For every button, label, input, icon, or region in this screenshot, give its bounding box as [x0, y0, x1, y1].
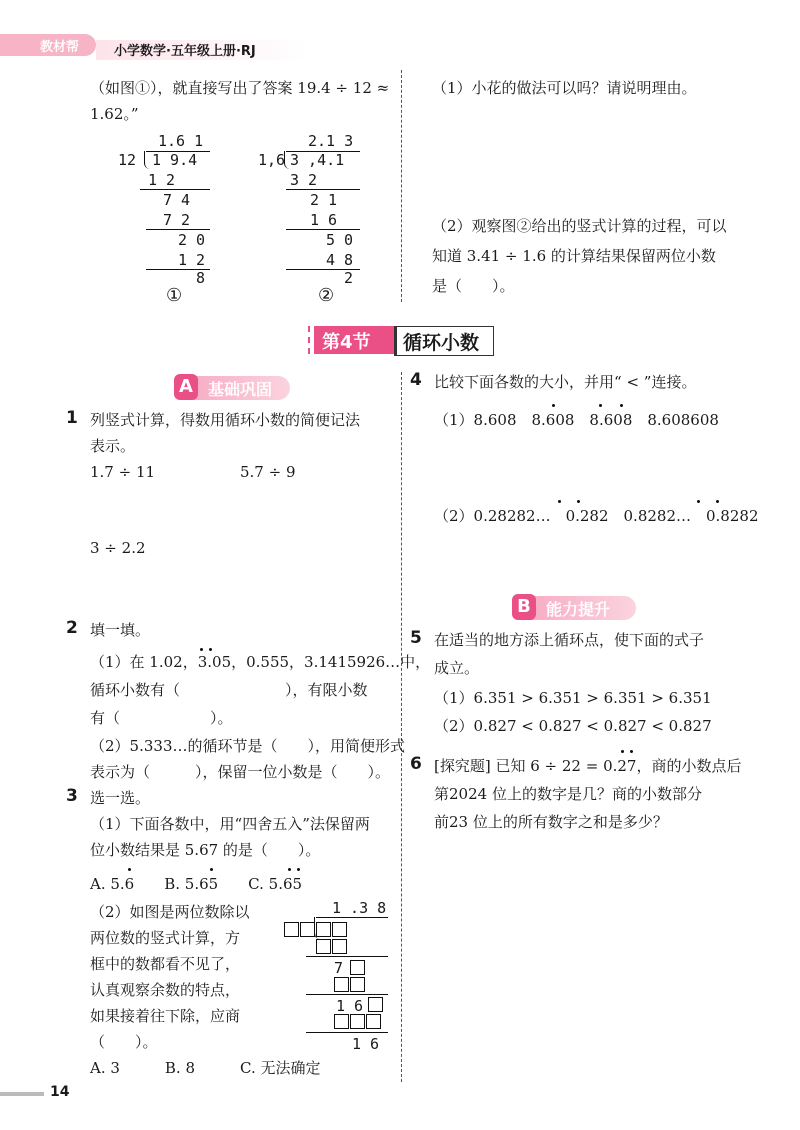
hidden-digit-box: [332, 922, 347, 937]
top-left-line1: （如图①），就直接写出了答案 19.4 ÷ 12 ≈: [90, 79, 390, 97]
q3-p1-options: A. 5.6 B. 5.65 C. 5.65: [90, 875, 303, 893]
page-number: 14: [50, 1084, 70, 1100]
repeat-dot: [209, 648, 212, 651]
q5-p2: （2）0.827 < 0.827 < 0.827 < 0.827: [434, 717, 712, 735]
div1-row: 2 0: [178, 231, 206, 249]
header-badge-text: 教材帮: [40, 40, 80, 55]
repeat-dot: [210, 868, 213, 871]
repeat-dot: [716, 500, 719, 503]
div1-quotient: 1.6 1: [158, 132, 204, 150]
div2-row: 5 0: [326, 231, 354, 249]
q3-p1-line1: （1）下面各数中，用“四舍五入”法保留两: [90, 815, 370, 833]
top-right-q2-line2: 知道 3.41 ÷ 1.6 的计算结果保留两位小数: [432, 247, 716, 265]
div1-row: 1 2: [178, 251, 206, 269]
q3-p2-line2: 两位数的竖式计算，方: [90, 929, 241, 947]
part-a-tag: A: [174, 374, 198, 400]
header-title: 小学数学·五年级上册·RJ: [114, 44, 256, 59]
top-column-divider: [401, 70, 402, 302]
q4-number: 4: [410, 370, 422, 390]
part-a-heading: [176, 376, 290, 400]
top-right-q2-line3: 是（ ）。: [432, 277, 515, 295]
div1-row: 7 2: [163, 211, 191, 229]
repeat-dot: [288, 868, 291, 871]
q6-number: 6: [410, 754, 422, 774]
section-badge: [314, 326, 396, 354]
q3-p2-options: A. 3 B. 8 C. 无法确定: [90, 1059, 321, 1077]
div2-quotient: 2.1 3: [308, 132, 354, 150]
section-title: [394, 326, 494, 356]
q5-line2: 成立。: [434, 659, 480, 677]
box-fig-quotient: 1 .3 8: [332, 899, 387, 917]
div2-row: 4 8: [326, 251, 354, 269]
hidden-digit-box: [366, 1014, 381, 1029]
q3-p1-line2: 位小数结果是 5.67 的是（ ）。: [90, 841, 321, 859]
q3-number: 3: [66, 786, 78, 806]
box-fig-line: [306, 1032, 388, 1033]
part-b-label: 能力提升: [546, 600, 611, 619]
repeat-dot: [577, 500, 580, 503]
q5-number: 5: [410, 628, 422, 648]
box-fig-sixteen: 1 6: [336, 997, 364, 1015]
q5-line1: 在适当的地方添上循环点，使下面的式子: [434, 631, 705, 649]
repeat-dot: [558, 500, 561, 503]
q2-p1-line2: 循环小数有（ ），有限小数: [90, 681, 368, 699]
hidden-digit-box: [334, 977, 349, 992]
q1-expr3: 3 ÷ 2.2: [90, 539, 146, 557]
repeat-dot: [128, 868, 131, 871]
repeat-dot: [200, 648, 203, 651]
div1-bracket: [144, 151, 151, 169]
top-right-q1: （1）小花的做法可以吗？请说明理由。: [432, 79, 697, 97]
div1-row: 1 2: [148, 171, 176, 189]
top-left-line2: 1.62。”: [90, 105, 139, 123]
footer-bar: [0, 1092, 44, 1096]
div1-label: ①: [166, 285, 183, 306]
div2-dividend: 3 ,4.1: [290, 151, 345, 169]
header-badge: [0, 34, 96, 56]
repeat-dot: [621, 750, 624, 753]
hidden-digit-box: [316, 922, 331, 937]
section-title-text: 循环小数: [403, 332, 480, 354]
q2-p1-line3: 有（ ）。: [90, 709, 233, 727]
hidden-digit-box: [350, 960, 365, 975]
q3-title: 选一选。: [90, 789, 151, 807]
repeat-dot: [697, 500, 700, 503]
q2-number: 2: [66, 618, 78, 638]
q1-expr2: 5.7 ÷ 9: [240, 463, 296, 481]
repeat-dot: [620, 404, 623, 407]
hidden-digit-box: [284, 922, 299, 937]
q2-title: 填一填。: [90, 621, 151, 639]
hidden-digit-box: [316, 939, 331, 954]
box-fig-bar: [316, 917, 388, 918]
q3-p2-line5: 如果接着往下除，应商: [90, 1007, 241, 1025]
hidden-digit-box: [368, 997, 383, 1012]
q3-p2-line3: 框中的数都看不见了，: [90, 955, 241, 973]
div2-label: ②: [318, 285, 335, 306]
section-badge-text: 第4节: [322, 332, 371, 353]
top-right-q2-line1: （2）观察图②给出的竖式计算的过程，可以: [432, 217, 727, 235]
q3-p2-line6: （ ）。: [90, 1033, 158, 1051]
part-a-label: 基础巩固: [208, 380, 273, 399]
hidden-digit-box: [350, 1014, 365, 1029]
q6-line3: 前23 位上的所有数字之和是多少？: [434, 813, 668, 831]
hidden-digit-box: [350, 977, 365, 992]
repeat-dot: [297, 868, 300, 871]
div2-row: 3 2: [290, 171, 318, 189]
box-fig-line: [306, 994, 388, 995]
box-fig-line: [306, 956, 388, 957]
hidden-digit-box: [334, 1014, 349, 1029]
repeat-dot: [630, 750, 633, 753]
hidden-digit-box: [300, 922, 315, 937]
q6-line1: [探究题] 已知 6 ÷ 22 = 0.27，商的小数点后: [434, 757, 742, 775]
div2-row: 2: [344, 269, 354, 287]
q1-expr1: 1.7 ÷ 11: [90, 463, 156, 481]
q2-p2-line2: 表示为（ ），保留一位小数是（ ）。: [90, 763, 391, 781]
q4-title: 比较下面各数的大小，并用“ < ”连接。: [434, 373, 697, 391]
part-b-heading: [514, 596, 636, 620]
div1-row: 8: [196, 269, 206, 287]
q3-p2-line4: 认真观察余数的特点，: [90, 981, 241, 999]
q1-number: 1: [66, 408, 78, 428]
div1-divisor: 12: [118, 151, 137, 169]
hidden-digit-box: [332, 939, 347, 954]
q6-line2: 第2024 位上的数字是几？商的小数部分: [434, 785, 702, 803]
q4-p1: （1）8.608 8.608 8.608 8.608608: [434, 411, 719, 429]
q5-p1: （1）6.351 > 6.351 > 6.351 > 6.351: [434, 689, 712, 707]
part-b-tag: B: [512, 594, 536, 620]
div2-row: 2 1: [310, 191, 338, 209]
repeat-dot: [552, 404, 555, 407]
column-divider: [401, 372, 402, 1082]
q4-p2: （2）0.28282… 0.282 0.8282… 0.8282: [434, 507, 759, 525]
q2-p2-line1: （2）5.333…的循环节是（ ），用简便形式: [90, 737, 405, 755]
div1-dividend: 1 9.4: [152, 151, 198, 169]
box-fig-seven: 7: [334, 959, 344, 977]
div2-row: 1 6: [310, 211, 338, 229]
q1-line1: 列竖式计算，得数用循环小数的简便记法: [90, 411, 361, 429]
q2-p1-line1: （1）在 1.02，3.05，0.555，3.1415926…中，: [90, 653, 431, 671]
box-fig-remainder: 1 6: [352, 1035, 380, 1053]
div2-divisor: 1,6: [258, 151, 286, 169]
repeat-dot: [599, 404, 602, 407]
div1-row: 7 4: [163, 191, 191, 209]
q3-p2-line1: （2）如图是两位数除以: [90, 903, 250, 921]
q1-line2: 表示。: [90, 437, 136, 455]
